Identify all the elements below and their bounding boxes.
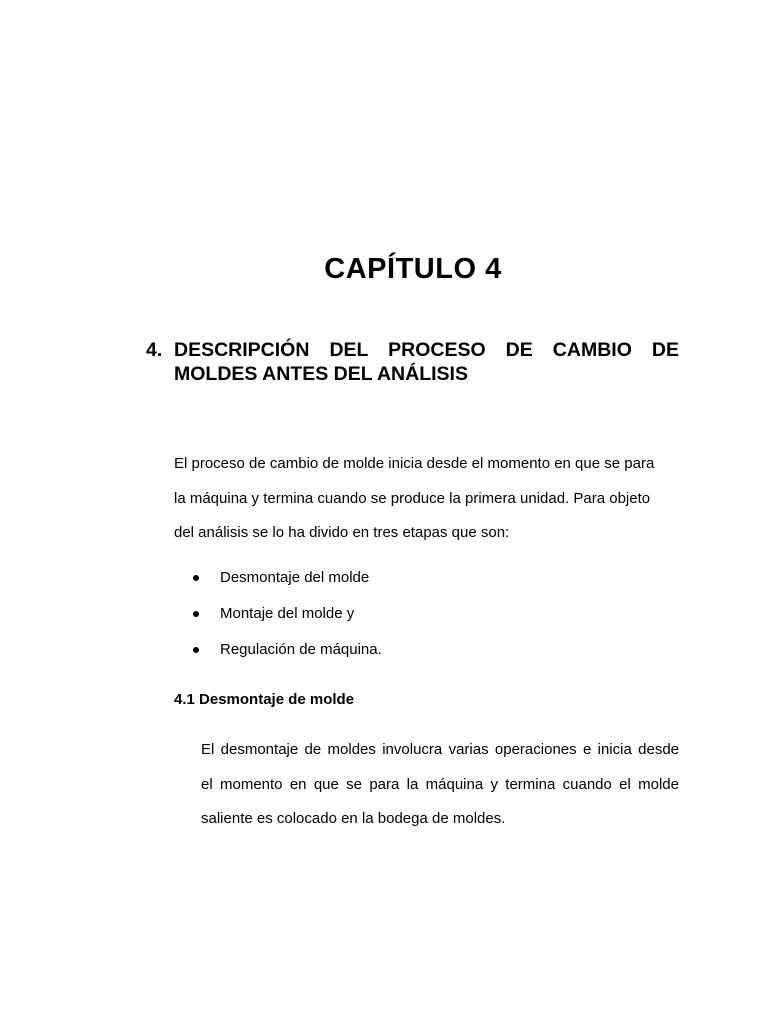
subsection-paragraph-line: saliente es colocado en la bodega de moldes. (201, 810, 506, 827)
section-title-line-1: DESCRIPCIÓN DEL PROCESO DE CAMBIO DE (174, 339, 679, 361)
subsection-paragraph-line: el momento en que se para la máquina y termina cuando el molde (201, 775, 679, 793)
intro-paragraph-line: la máquina y termina cuando se produce la primera unidad. Para objeto (174, 489, 651, 507)
intro-paragraph-line: del análisis se lo ha divido en tres etapas que son: (174, 524, 510, 541)
list-item (193, 635, 382, 671)
list-item-label: Montaje del molde y (220, 605, 355, 622)
bullet-icon (193, 575, 199, 581)
chapter-title: CAPÍTULO 4 (324, 253, 502, 285)
intro-paragraph-line: El proceso de cambio de molde inicia desde el momento en que se para (174, 455, 655, 472)
list-item-label: Desmontaje del molde (220, 569, 370, 586)
list-item (193, 599, 382, 635)
section-heading (146, 338, 679, 386)
section-number: 4. (146, 339, 163, 361)
subsection-paragraph-line: El desmontaje de moldes involucra varias operaciones e inicia desde (201, 741, 679, 758)
subsection-heading: 4.1 Desmontaje de molde (174, 691, 355, 708)
stages-list (193, 563, 382, 671)
list-item (193, 563, 382, 599)
section-title (174, 338, 679, 386)
subsection-paragraph (201, 733, 679, 837)
bullet-icon (193, 611, 199, 617)
bullet-icon (193, 647, 199, 653)
intro-paragraph (174, 447, 680, 551)
list-item-label: Regulación de máquina. (220, 641, 382, 658)
section-title-line-2: MOLDES ANTES DEL ANÁLISIS (174, 363, 468, 385)
